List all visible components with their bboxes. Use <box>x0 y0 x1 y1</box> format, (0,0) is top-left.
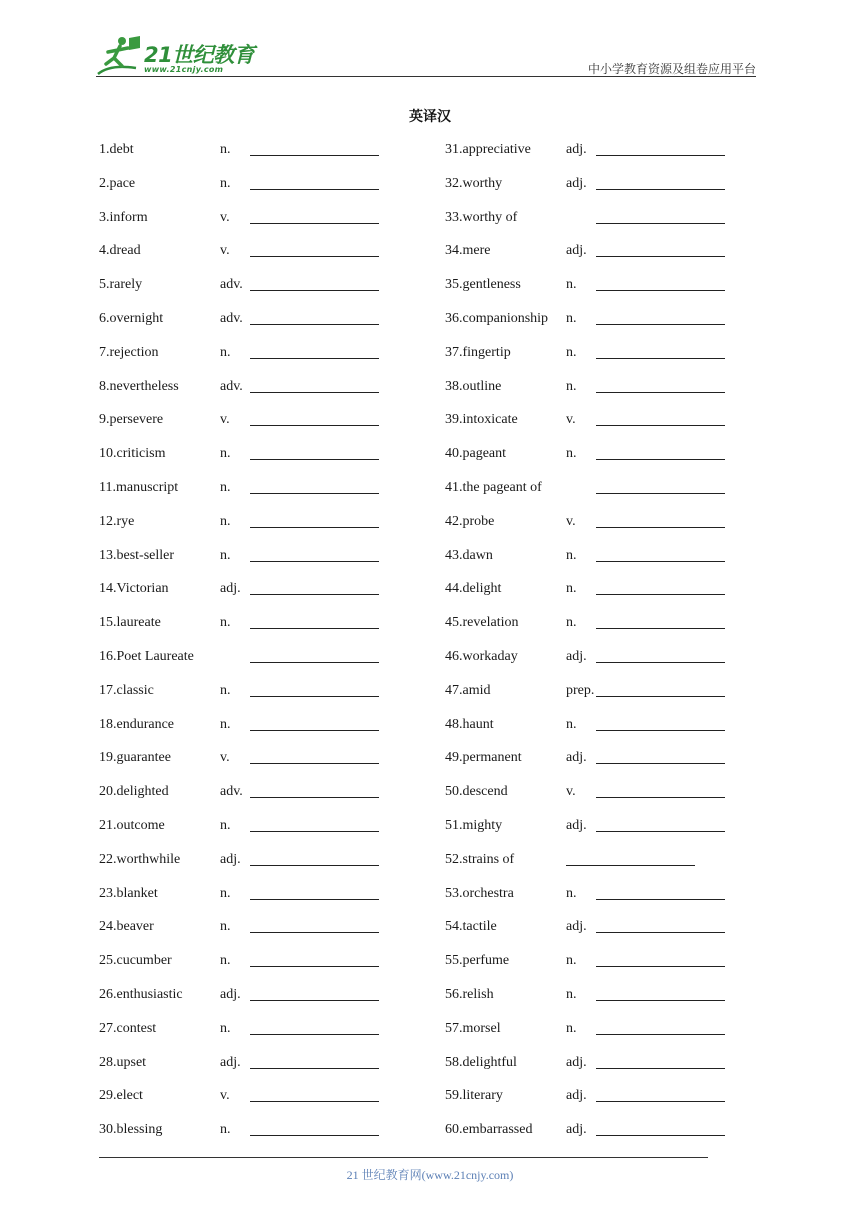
vocab-word: 40.pageant <box>445 446 507 462</box>
part-of-speech: n. <box>220 513 231 529</box>
vocab-word: 14.Victorian <box>99 581 169 597</box>
part-of-speech: n. <box>220 885 231 901</box>
part-of-speech: adj. <box>566 750 587 766</box>
answer-blank[interactable] <box>596 561 725 562</box>
answer-blank[interactable] <box>250 527 379 528</box>
part-of-speech: n. <box>220 446 231 462</box>
part-of-speech: n. <box>220 953 231 969</box>
answer-blank[interactable] <box>596 189 725 190</box>
part-of-speech: adv. <box>220 310 243 326</box>
answer-blank[interactable] <box>250 1135 379 1136</box>
vocab-word: 32.worthy <box>445 175 503 191</box>
vocab-word: 39.intoxicate <box>445 412 518 428</box>
answer-blank[interactable] <box>250 696 379 697</box>
answer-blank[interactable] <box>596 1101 725 1102</box>
vocab-word: 5.rarely <box>99 277 143 293</box>
vocab-word: 1.debt <box>99 142 134 157</box>
part-of-speech: adj. <box>220 1054 241 1070</box>
part-of-speech: adj. <box>220 851 241 867</box>
answer-blank[interactable] <box>250 425 379 426</box>
part-of-speech: n. <box>220 817 231 833</box>
part-of-speech: n. <box>220 1122 231 1138</box>
part-of-speech: adj. <box>566 1122 587 1138</box>
vocab-word: 57.morsel <box>445 1020 501 1036</box>
part-of-speech: v. <box>566 412 576 428</box>
vocab-word: 59.literary <box>445 1088 503 1104</box>
answer-blank[interactable] <box>250 932 379 933</box>
vocab-word: 2.pace <box>99 175 136 191</box>
answer-blank[interactable] <box>250 459 379 460</box>
answer-blank[interactable] <box>596 899 725 900</box>
part-of-speech: adj. <box>220 986 241 1002</box>
runner-logo-icon <box>96 34 146 78</box>
answer-blank[interactable] <box>250 256 379 257</box>
vocab-word: 27.contest <box>99 1020 157 1036</box>
vocab-word: 38.outline <box>445 378 502 394</box>
vocab-word: 60.embarrassed <box>445 1122 533 1138</box>
vocab-word: 48.haunt <box>445 716 494 732</box>
answer-blank[interactable] <box>596 966 725 967</box>
answer-blank[interactable] <box>596 459 725 460</box>
vocab-word: 23.blanket <box>99 885 158 901</box>
vocab-word: 29.elect <box>99 1088 143 1104</box>
part-of-speech: n. <box>220 175 231 191</box>
answer-blank[interactable] <box>250 1000 379 1001</box>
part-of-speech: v. <box>566 513 576 529</box>
vocab-word: 54.tactile <box>445 919 497 935</box>
part-of-speech: adj. <box>566 175 587 191</box>
answer-blank[interactable] <box>596 594 725 595</box>
logo-url: www.21cnjy.com <box>144 65 224 74</box>
answer-blank[interactable] <box>250 155 379 156</box>
answer-blank[interactable] <box>596 662 725 663</box>
answer-blank[interactable] <box>596 1068 725 1069</box>
vocab-word: 13.best-seller <box>99 547 175 563</box>
vocab-word: 24.beaver <box>99 919 154 935</box>
part-of-speech: adj. <box>566 1088 587 1104</box>
answer-blank[interactable] <box>566 865 695 866</box>
part-of-speech: n. <box>220 142 231 157</box>
answer-blank[interactable] <box>596 730 725 731</box>
vocab-word: 33.worthy of <box>445 209 518 225</box>
part-of-speech: n. <box>566 615 577 631</box>
vocab-word: 18.endurance <box>99 716 175 732</box>
part-of-speech: n. <box>566 581 577 597</box>
part-of-speech: adv. <box>220 784 243 800</box>
vocab-word: 26.enthusiastic <box>99 986 183 1002</box>
part-of-speech: v. <box>220 750 230 766</box>
part-of-speech: n. <box>220 682 231 698</box>
answer-blank[interactable] <box>250 392 379 393</box>
answer-blank[interactable] <box>250 358 379 359</box>
vocab-word: 11.manuscript <box>99 479 179 495</box>
answer-blank[interactable] <box>250 594 379 595</box>
answer-blank[interactable] <box>596 932 725 933</box>
vocab-word: 6.overnight <box>99 310 164 326</box>
answer-blank[interactable] <box>250 628 379 629</box>
vocab-word: 9.persevere <box>99 412 164 428</box>
part-of-speech: n. <box>566 378 577 394</box>
part-of-speech: adj. <box>566 243 587 259</box>
part-of-speech: n. <box>566 547 577 563</box>
part-of-speech: n. <box>220 344 231 360</box>
answer-blank[interactable] <box>596 1000 725 1001</box>
part-of-speech: prep. <box>566 682 595 698</box>
vocab-word: 7.rejection <box>99 344 159 360</box>
answer-blank[interactable] <box>596 1034 725 1035</box>
page-title: 英译汉 <box>409 109 451 125</box>
vocab-word: 17.classic <box>99 682 154 698</box>
vocab-word: 30.blessing <box>99 1122 163 1138</box>
answer-blank[interactable] <box>250 730 379 731</box>
vocab-word: 52.strains of <box>445 851 515 867</box>
part-of-speech: v. <box>220 1088 230 1104</box>
vocab-word: 20.delighted <box>99 784 169 800</box>
site-logo <box>96 34 266 78</box>
answer-blank[interactable] <box>250 763 379 764</box>
answer-blank[interactable] <box>250 662 379 663</box>
platform-name: 中小学教育资源及组卷应用平台 <box>587 62 756 76</box>
answer-blank[interactable] <box>250 290 379 291</box>
answer-blank[interactable] <box>596 493 725 494</box>
vocab-word: 35.gentleness <box>445 277 521 293</box>
vocab-word: 55.perfume <box>445 953 510 969</box>
part-of-speech: adj. <box>566 142 587 157</box>
part-of-speech: n. <box>566 344 577 360</box>
vocab-word: 12.rye <box>99 513 135 529</box>
vocab-word: 42.probe <box>445 513 495 529</box>
answer-blank[interactable] <box>250 899 379 900</box>
vocab-word: 45.revelation <box>445 615 519 631</box>
page-footer: 21 世纪教育网(www.21cnjy.com) <box>346 1168 514 1182</box>
answer-blank[interactable] <box>250 324 379 325</box>
part-of-speech: adj. <box>566 1054 587 1070</box>
answer-blank[interactable] <box>596 797 725 798</box>
vocab-word: 56.relish <box>445 986 494 1002</box>
answer-blank[interactable] <box>596 392 725 393</box>
answer-blank[interactable] <box>596 527 725 528</box>
vocab-word: 16.Poet Laureate <box>99 648 194 664</box>
answer-blank[interactable] <box>250 966 379 967</box>
vocab-word: 3.inform <box>99 209 148 225</box>
answer-blank[interactable] <box>596 628 725 629</box>
logo-text: 21世纪教育 <box>144 43 255 67</box>
answer-blank[interactable] <box>250 865 379 866</box>
part-of-speech: n. <box>220 547 231 563</box>
part-of-speech: adj. <box>566 919 587 935</box>
vocab-word: 28.upset <box>99 1054 147 1070</box>
footer-divider <box>99 1157 708 1158</box>
part-of-speech: adv. <box>220 378 243 394</box>
vocab-word: 37.fingertip <box>445 344 511 360</box>
answer-blank[interactable] <box>596 1135 725 1136</box>
answer-blank[interactable] <box>596 223 725 224</box>
part-of-speech: n. <box>220 615 231 631</box>
vocab-word: 58.delightful <box>445 1054 517 1070</box>
part-of-speech: n. <box>220 479 231 495</box>
answer-blank[interactable] <box>250 189 379 190</box>
part-of-speech: n. <box>566 277 577 293</box>
header-divider <box>96 76 756 77</box>
part-of-speech: n. <box>566 953 577 969</box>
part-of-speech: n. <box>566 885 577 901</box>
answer-blank[interactable] <box>250 561 379 562</box>
vocab-word: 46.workaday <box>445 648 518 664</box>
vocab-word: 31.appreciative <box>445 142 531 157</box>
part-of-speech: adj. <box>566 648 587 664</box>
answer-blank[interactable] <box>250 1068 379 1069</box>
part-of-speech: v. <box>220 209 230 225</box>
part-of-speech: adv. <box>220 277 243 293</box>
answer-blank[interactable] <box>596 256 725 257</box>
answer-blank[interactable] <box>250 1101 379 1102</box>
vocab-word: 51.mighty <box>445 817 503 833</box>
answer-blank[interactable] <box>250 831 379 832</box>
page-header <box>96 34 756 78</box>
vocab-word: 10.criticism <box>99 446 166 462</box>
answer-blank[interactable] <box>596 831 725 832</box>
answer-blank[interactable] <box>596 696 725 697</box>
answer-blank[interactable] <box>250 1034 379 1035</box>
answer-blank[interactable] <box>250 797 379 798</box>
answer-blank[interactable] <box>596 324 725 325</box>
answer-blank[interactable] <box>596 425 725 426</box>
vocab-word: 19.guarantee <box>99 750 171 766</box>
vocab-word: 50.descend <box>445 784 508 800</box>
part-of-speech: v. <box>220 412 230 428</box>
part-of-speech: n. <box>566 1020 577 1036</box>
vocab-word: 4.dread <box>99 243 141 259</box>
vocab-word: 49.permanent <box>445 750 522 766</box>
part-of-speech: n. <box>220 1020 231 1036</box>
part-of-speech: adj. <box>566 817 587 833</box>
vocab-word: 25.cucumber <box>99 953 172 969</box>
vocab-word: 47.amid <box>445 682 491 698</box>
vocab-word: 22.worthwhile <box>99 851 181 867</box>
vocab-word: 36.companionship <box>445 310 549 326</box>
answer-blank[interactable] <box>596 155 725 156</box>
vocab-word: 21.outcome <box>99 817 165 833</box>
vocab-word: 44.delight <box>445 581 502 597</box>
part-of-speech: v. <box>220 243 230 259</box>
part-of-speech: n. <box>220 919 231 935</box>
vocab-word: 43.dawn <box>445 547 493 563</box>
part-of-speech: v. <box>566 784 576 800</box>
answer-blank[interactable] <box>596 763 725 764</box>
part-of-speech: n. <box>566 446 577 462</box>
part-of-speech: n. <box>220 716 231 732</box>
answer-blank[interactable] <box>250 223 379 224</box>
answer-blank[interactable] <box>250 493 379 494</box>
part-of-speech: n. <box>566 986 577 1002</box>
part-of-speech: adj. <box>220 581 241 597</box>
vocab-word: 8.nevertheless <box>99 378 179 394</box>
vocab-word: 15.laureate <box>99 615 161 631</box>
answer-blank[interactable] <box>596 358 725 359</box>
part-of-speech: n. <box>566 310 577 326</box>
vocab-word: 41.the pageant of <box>445 479 542 495</box>
vocab-word: 53.orchestra <box>445 885 514 901</box>
answer-blank[interactable] <box>596 290 725 291</box>
part-of-speech: n. <box>566 716 577 732</box>
vocab-word: 34.mere <box>445 243 491 259</box>
